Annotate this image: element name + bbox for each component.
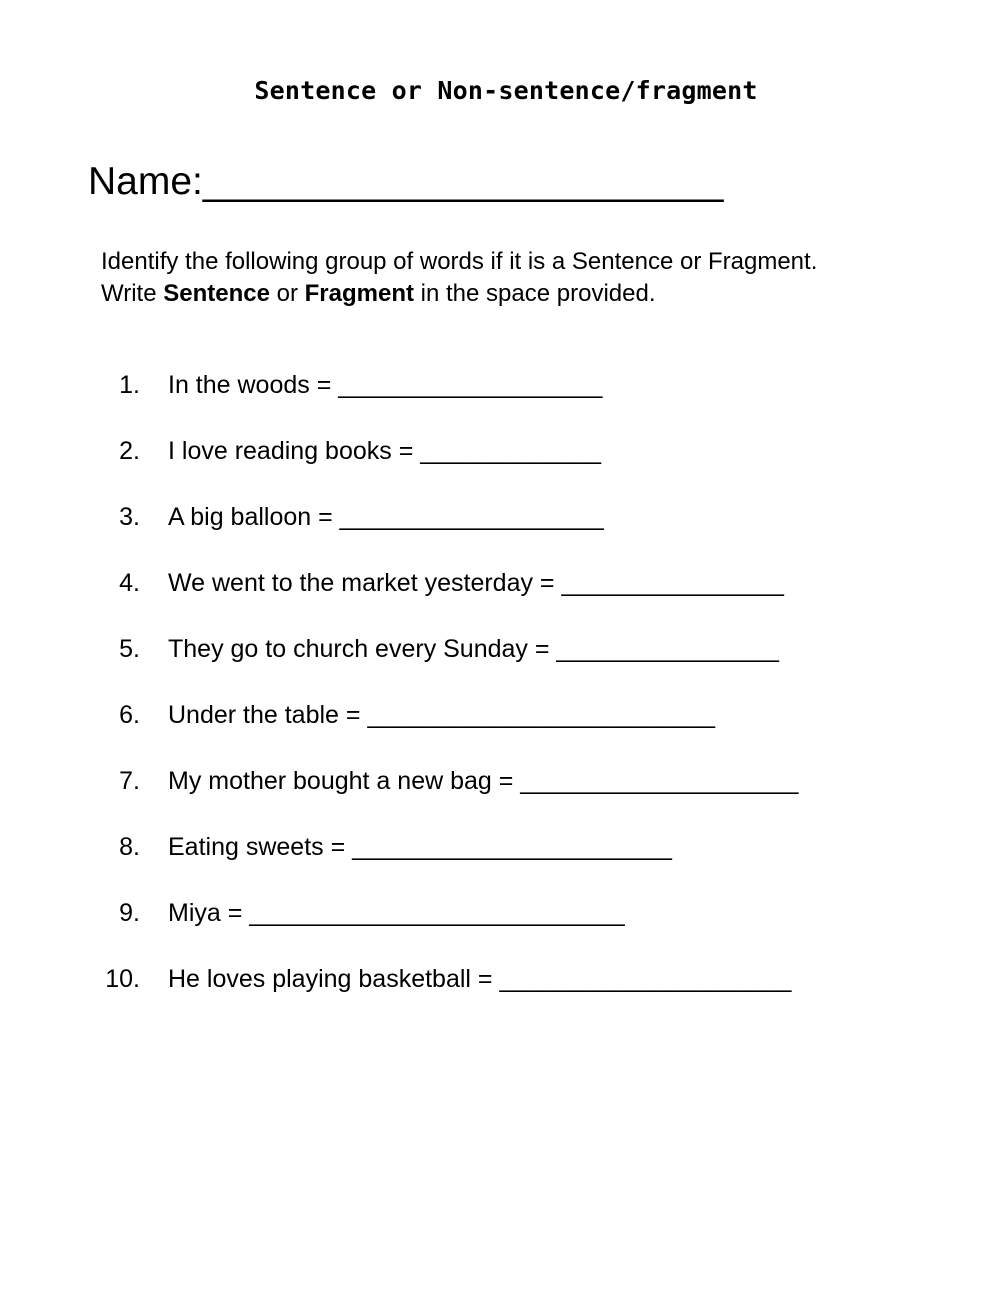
question-item[interactable] [0, 437, 1000, 503]
question-item[interactable] [0, 767, 1000, 833]
question-number: 2. [119, 437, 140, 465]
question-number: 1. [119, 371, 140, 399]
name-blank[interactable]: ________________________ [202, 160, 724, 203]
instructions [101, 246, 817, 310]
instructions-bold-sentence: Sentence [163, 280, 270, 307]
question-text[interactable]: We went to the market yesterday = ________________ [168, 569, 784, 597]
question-text[interactable]: Eating sweets = _______________________ [168, 833, 672, 861]
name-label: Name: [88, 160, 203, 203]
name-field[interactable] [88, 160, 723, 204]
question-item[interactable] [0, 635, 1000, 701]
instructions-suffix: in the space provided. [414, 280, 656, 307]
question-text[interactable]: My mother bought a new bag = ____________________ [168, 767, 799, 795]
question-number: 10. [105, 965, 140, 993]
question-text[interactable]: A big balloon = ___________________ [168, 503, 604, 531]
question-text[interactable]: He loves playing basketball = _____________________ [168, 965, 792, 993]
instructions-line-1: Identify the following group of words if it is a Sentence or Fragment. [101, 248, 818, 275]
question-number: 6. [119, 701, 140, 729]
question-item[interactable] [0, 503, 1000, 569]
question-item[interactable] [0, 965, 1000, 1031]
question-item[interactable] [0, 371, 1000, 437]
question-number: 5. [119, 635, 140, 663]
question-text[interactable]: They go to church every Sunday = ________________ [168, 635, 779, 663]
instructions-line-2 [101, 278, 817, 310]
instructions-bold-fragment: Fragment [304, 280, 414, 307]
question-item[interactable] [0, 701, 1000, 767]
question-item[interactable] [0, 833, 1000, 899]
question-item[interactable] [0, 899, 1000, 965]
instructions-mid: or [269, 280, 305, 307]
question-text[interactable]: Miya = ___________________________ [168, 899, 625, 927]
question-number: 7. [119, 767, 140, 795]
page-title: Sentence or Non-sentence/fragment [254, 76, 758, 105]
question-text[interactable]: I love reading books = _____________ [168, 437, 601, 465]
question-number: 3. [119, 503, 140, 531]
question-number: 4. [119, 569, 140, 597]
question-text[interactable]: Under the table = _________________________ [168, 701, 716, 729]
question-item[interactable] [0, 569, 1000, 635]
instructions-prefix: Write [101, 280, 164, 307]
question-list [0, 371, 1000, 1031]
question-number: 8. [119, 833, 140, 861]
question-text[interactable]: In the woods = ___________________ [168, 371, 603, 399]
question-number: 9. [119, 899, 140, 927]
